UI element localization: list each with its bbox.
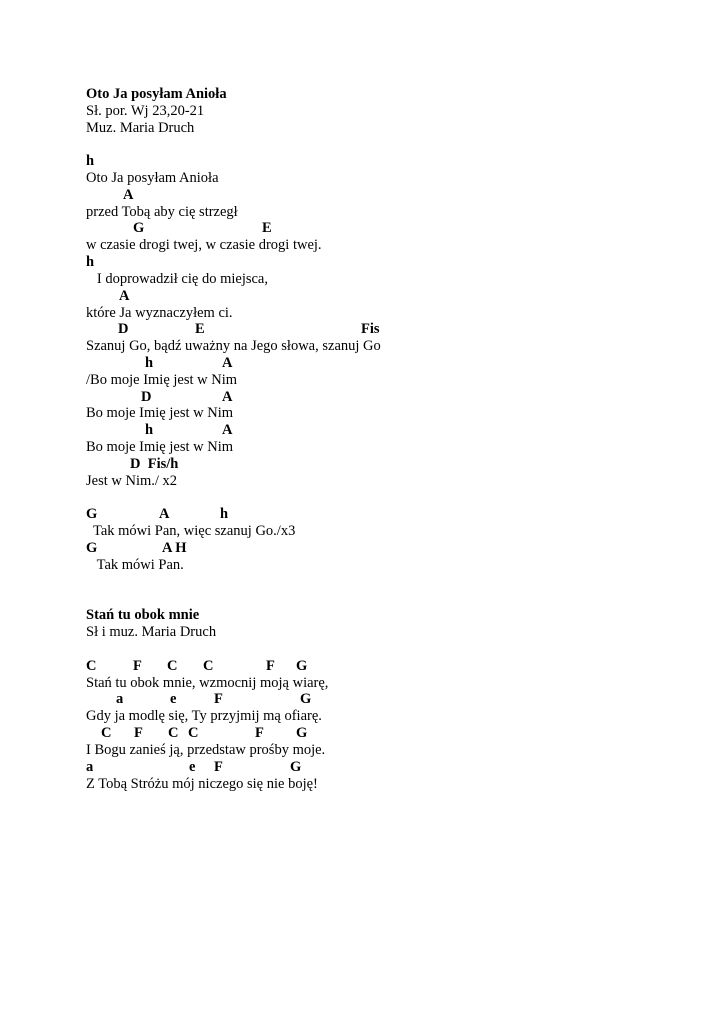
chord: G (296, 658, 308, 674)
chord: F (214, 759, 223, 775)
chord: A (222, 355, 233, 371)
chord: h (220, 506, 229, 522)
lyric-line: w czasie drogi twej, w czasie drogi twej. (86, 237, 322, 253)
chord: C (86, 658, 97, 674)
lyric-line: Jest w Nim./ x2 (86, 473, 178, 489)
chord: A (159, 506, 170, 522)
chord: G (86, 506, 98, 522)
chord: F (266, 658, 275, 674)
song2-title: Stań tu obok mnie (86, 607, 200, 623)
chord: A (222, 389, 233, 405)
lyric-line: I doprowadził cię do miejsca, (86, 271, 268, 287)
chord: h (145, 422, 154, 438)
lyric-line: Szanuj Go, bądź uważny na Jego słowa, szanuj Go (86, 338, 381, 354)
chord: C (101, 725, 112, 741)
chord: e (189, 759, 196, 775)
chord: F (133, 658, 142, 674)
lyric-line: Stań tu obok mnie, wzmocnij moją wiarę, (86, 675, 329, 691)
chord: A (123, 187, 134, 203)
lyric-line: I Bogu zanieś ją, przedstaw prośby moje. (86, 742, 326, 758)
chord: Fis (361, 321, 380, 337)
lyric-line: Tak mówi Pan, więc szanuj Go./x3 (86, 523, 296, 539)
chord: a (86, 759, 94, 775)
lyric-line: Oto Ja posyłam Anioła (86, 170, 219, 186)
chord: e (170, 691, 177, 707)
lyric-line: które Ja wyznaczyłem ci. (86, 305, 233, 321)
chord: E (262, 220, 272, 236)
chord: h (86, 153, 95, 169)
chord: G (300, 691, 312, 707)
chord: F (255, 725, 264, 741)
chord: G (290, 759, 302, 775)
song1-credit-words: Sł. por. Wj 23,20-21 (86, 103, 205, 119)
lyric-line: przed Tobą aby cię strzegł (86, 204, 238, 220)
chord: F (134, 725, 143, 741)
chord: F (214, 691, 223, 707)
lyric-line: Bo moje Imię jest w Nim (86, 405, 233, 421)
lyric-line: /Bo moje Imię jest w Nim (86, 372, 238, 388)
chord: D Fis/h (130, 456, 179, 472)
chord: G (296, 725, 308, 741)
chord: C (188, 725, 199, 741)
song1-title: Oto Ja posyłam Anioła (86, 86, 227, 102)
chord: C (168, 725, 179, 741)
lyric-line: Z Tobą Stróżu mój niczego się nie boję! (86, 776, 318, 792)
chord: a (116, 691, 124, 707)
song2-credit: Sł i muz. Maria Druch (86, 624, 217, 640)
chord: h (86, 254, 95, 270)
chord: A (119, 288, 130, 304)
chord: A H (162, 540, 187, 556)
lyric-line: Tak mówi Pan. (86, 557, 184, 573)
chord: C (167, 658, 178, 674)
lyric-line: Bo moje Imię jest w Nim (86, 439, 233, 455)
song1-credit-music: Muz. Maria Druch (86, 120, 195, 136)
chord: E (195, 321, 205, 337)
chord: G (86, 540, 98, 556)
lyric-line: Gdy ja modlę się, Ty przyjmij mą ofiarę. (86, 708, 322, 724)
chord: G (133, 220, 145, 236)
chord: D (141, 389, 152, 405)
chord: A (222, 422, 233, 438)
chord: D (118, 321, 129, 337)
chord: C (203, 658, 214, 674)
chord: h (145, 355, 154, 371)
